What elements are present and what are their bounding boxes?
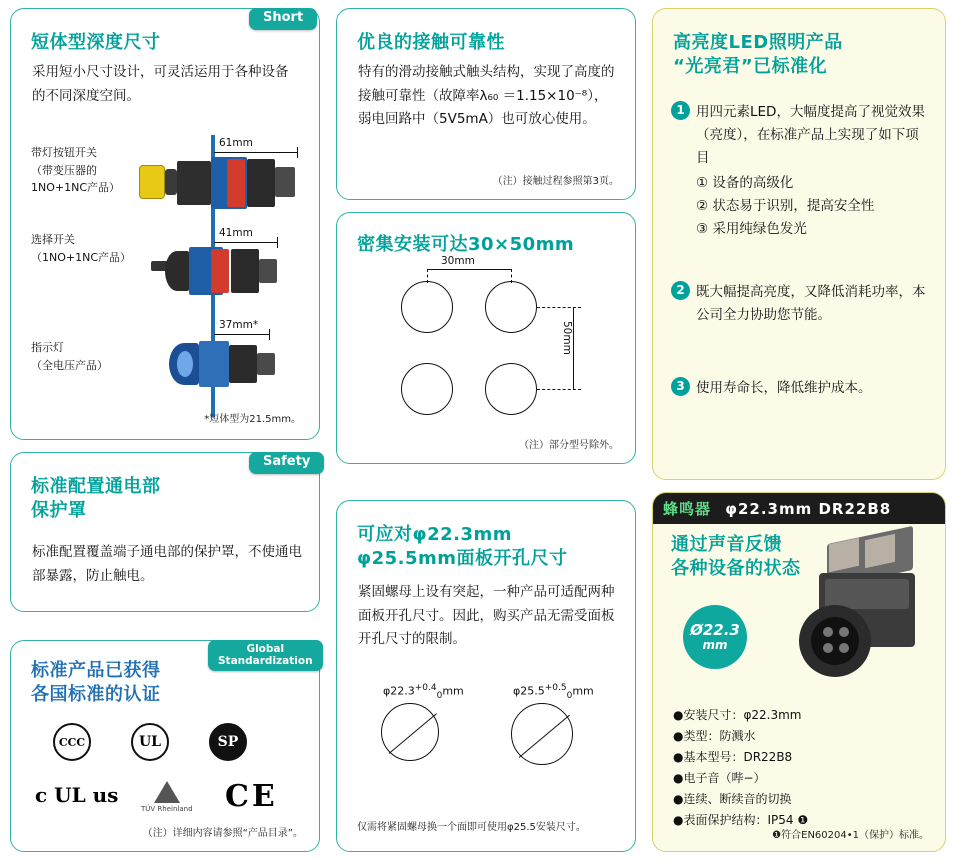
cutout-footnote: 仅需将紧固螺母换一个面即可使用φ25.5安装尺寸。 bbox=[357, 822, 586, 833]
tuv-label: TÜV Rheinland bbox=[141, 805, 193, 813]
mount-hole-2 bbox=[485, 281, 537, 333]
cert-ccc bbox=[53, 723, 91, 761]
global-footnote: （注）详细内容请参照“产品目录”。 bbox=[142, 828, 303, 839]
card-led-product bbox=[652, 8, 946, 480]
led-point-3-text: 使用寿命长，降低维护成本。 bbox=[696, 380, 872, 396]
item-3-dim-tick bbox=[269, 329, 270, 340]
cutout-left-dim-unit: mm bbox=[442, 684, 464, 698]
led-point-3-number: 3 bbox=[671, 377, 690, 396]
led-title-line2: “光亮君”已标准化 bbox=[673, 56, 828, 78]
dense-dim-v-label bbox=[561, 321, 573, 355]
led-point-1-sub-3: ③ 采用纯绿色发光 bbox=[696, 220, 807, 237]
dense-guide-2 bbox=[511, 269, 512, 283]
item-3-label-line1: 指示灯 bbox=[31, 341, 64, 354]
buzzer-spec-4: ●电子音（哔−） bbox=[673, 771, 766, 785]
item-3-dimension: 37mm* bbox=[219, 319, 259, 331]
buzzer-banner bbox=[653, 493, 946, 524]
buzzer-product-image bbox=[781, 535, 937, 705]
cutout-right-dim bbox=[513, 683, 594, 701]
led-point-2-text: 既大幅提高亮度，又降低消耗功率，本公司全力协助您节能。 bbox=[696, 284, 926, 323]
led-title-line1: 高亮度LED照明产品 bbox=[673, 32, 843, 53]
buzzer-size-badge-line1: Ø22.3 bbox=[690, 620, 740, 639]
card-dense-mounting bbox=[336, 212, 636, 464]
cert-tuv bbox=[141, 781, 193, 813]
dense-dim-h-label: 30mm bbox=[441, 255, 475, 267]
buzzer-banner-en: φ22.3mm DR22B8 bbox=[725, 500, 892, 518]
cutout-right-dim-unit: mm bbox=[572, 684, 594, 698]
buzzer-spec-1: ●安装尺寸：φ22.3mm bbox=[673, 708, 802, 722]
device-illustration-pushbutton bbox=[139, 157, 299, 209]
led-point-1-number: 1 bbox=[671, 101, 690, 120]
item-3-label bbox=[31, 339, 161, 374]
badge-global-standardization bbox=[208, 640, 323, 671]
short-depth-title: 短体型深度尺寸 bbox=[31, 32, 161, 53]
item-1-label bbox=[31, 144, 151, 197]
badge-global-line2: Standardization bbox=[218, 655, 313, 668]
cutout-body: 紧固螺母上设有突起，一种产品可适配两种面板开孔尺寸。因此，购买产品无需受面板开孔尺寸的限制。 bbox=[358, 584, 615, 648]
item-2-dimension: 41mm bbox=[219, 227, 253, 239]
item-1-label-line1: 带灯按钮开关 bbox=[31, 146, 97, 159]
buzzer-banner-cn: 蜂鸣器 bbox=[663, 500, 712, 518]
mount-hole-1 bbox=[401, 281, 453, 333]
mount-hole-3 bbox=[401, 363, 453, 415]
cutout-left-dim bbox=[383, 683, 464, 701]
buzzer-size-badge-line2: mm bbox=[702, 637, 728, 652]
card-contact-reliability bbox=[336, 8, 636, 200]
card-global-standardization bbox=[10, 640, 320, 852]
cutout-title-line2: φ25.5mm面板开孔尺寸 bbox=[357, 548, 568, 570]
cutout-title-line1: 可应对φ22.3mm bbox=[357, 524, 513, 545]
short-depth-body: 采用短小尺寸设计，可灵活运用于各种设备的不同深度空间。 bbox=[32, 64, 289, 104]
contact-footnote: （注）接触过程参照第3页。 bbox=[492, 176, 619, 187]
cert-cul-us bbox=[35, 783, 118, 807]
cert-ul bbox=[131, 723, 169, 761]
buzzer-title-line1: 通过声音反馈 bbox=[671, 534, 782, 555]
cutout-right-dim-value: φ25.5 bbox=[513, 684, 545, 698]
safety-body: 标准配置覆盖端子通电部的保护罩，不使通电部暴露，防止触电。 bbox=[32, 544, 302, 584]
item-1-label-line2: （带变压器的 bbox=[31, 163, 97, 177]
card-panel-cutout bbox=[336, 500, 636, 852]
cul-us-icon: c UL us bbox=[35, 783, 119, 807]
tuv-triangle-icon bbox=[154, 781, 180, 803]
ccc-icon: CCC bbox=[53, 723, 91, 761]
device-illustration-selector bbox=[151, 247, 283, 297]
cutout-right-dim-sup: +0.5 bbox=[544, 683, 567, 693]
item-2-label-line2: （1NO+1NC产品） bbox=[31, 250, 132, 264]
item-1-dimension: 61mm bbox=[219, 137, 253, 149]
buzzer-specs bbox=[673, 705, 929, 831]
cert-ce bbox=[225, 779, 278, 814]
led-point-1-text: 用四元素LED，大幅度提高了视觉效果（亮度），在标准产品上实现了如下项目 bbox=[696, 104, 925, 166]
card-buzzer bbox=[652, 492, 946, 852]
device-illustration-pilotlight bbox=[169, 341, 279, 387]
cutout-right-dim-sub: 0 bbox=[566, 690, 573, 701]
short-depth-footnote: *短体型为21.5mm。 bbox=[204, 414, 301, 425]
led-title bbox=[673, 31, 843, 80]
safety-title bbox=[31, 475, 161, 524]
contact-title: 优良的接触可靠性 bbox=[357, 32, 505, 53]
contact-body: 特有的滑动接触式触头结构，实现了高度的接触可靠性（故障率λ₆₀ ＝1.15×10⁻⁸），弱电回路中（5V5mA）也可放心使用。 bbox=[358, 64, 615, 128]
badge-short: Short bbox=[249, 8, 317, 30]
item-2-label bbox=[31, 231, 161, 266]
dense-title: 密集安装可达30×50mm bbox=[357, 234, 575, 255]
item-2-label-line1: 选择开关 bbox=[31, 233, 75, 246]
dense-dim-h-line bbox=[427, 269, 511, 270]
item-1-label-line3: 1NO+1NC产品） bbox=[31, 181, 121, 195]
global-title bbox=[31, 659, 161, 708]
ul-icon: UL bbox=[131, 723, 169, 761]
dense-dim-v-text: 50mm bbox=[561, 321, 573, 355]
csa-icon: SP bbox=[209, 723, 247, 761]
global-title-line1: 标准产品已获得 bbox=[31, 660, 161, 681]
cutout-title bbox=[357, 523, 568, 572]
led-point-3 bbox=[671, 377, 929, 400]
dense-footnote: （注）部分型号除外。 bbox=[519, 440, 619, 451]
dense-guide-1 bbox=[427, 269, 428, 283]
led-point-2-number: 2 bbox=[671, 281, 690, 300]
item-1-dim-line bbox=[214, 152, 298, 153]
buzzer-spec-6: ●表面保护结构：IP54 ❶ bbox=[673, 813, 809, 827]
safety-title-line2: 保护罩 bbox=[31, 500, 87, 522]
buzzer-title-line2: 各种设备的状态 bbox=[671, 558, 801, 580]
card-short-depth bbox=[10, 8, 320, 440]
item-3-label-line2: （全电压产品） bbox=[31, 358, 108, 372]
dense-guide-3 bbox=[537, 307, 581, 308]
led-point-1 bbox=[671, 101, 929, 241]
global-title-line2: 各国标准的认证 bbox=[31, 684, 161, 706]
led-point-1-sub-2: ② 状态易于识别，提高安全性 bbox=[696, 197, 875, 214]
buzzer-spec-2: ●类型：防溅水 bbox=[673, 729, 756, 743]
item-2-dim-line bbox=[214, 242, 278, 243]
ce-icon: CE bbox=[225, 779, 278, 814]
cutout-left-dim-value: φ22.3 bbox=[383, 684, 415, 698]
buzzer-spec-3: ●基本型号：DR22B8 bbox=[673, 750, 793, 764]
safety-title-line1: 标准配置通电部 bbox=[31, 476, 161, 497]
badge-safety: Safety bbox=[249, 452, 324, 474]
led-point-2 bbox=[671, 281, 929, 327]
buzzer-footnote: ❶符合EN60204•1（保护）标准。 bbox=[772, 830, 929, 841]
led-point-1-sub-1: ① 设备的高级化 bbox=[696, 174, 794, 191]
cert-csa bbox=[209, 723, 247, 761]
buzzer-spec-5: ●连续、断续音的切换 bbox=[673, 792, 792, 806]
mount-hole-4 bbox=[485, 363, 537, 415]
dense-guide-4 bbox=[537, 389, 581, 390]
item-3-dim-line bbox=[214, 334, 270, 335]
cutout-left-dim-sub: 0 bbox=[436, 690, 443, 701]
buzzer-size-badge bbox=[683, 605, 747, 669]
dense-dim-v-line bbox=[573, 307, 574, 389]
badge-global-line1: Global bbox=[246, 643, 285, 655]
cutout-left-dim-sup: +0.4 bbox=[414, 683, 437, 693]
card-safety-cover bbox=[10, 452, 320, 612]
